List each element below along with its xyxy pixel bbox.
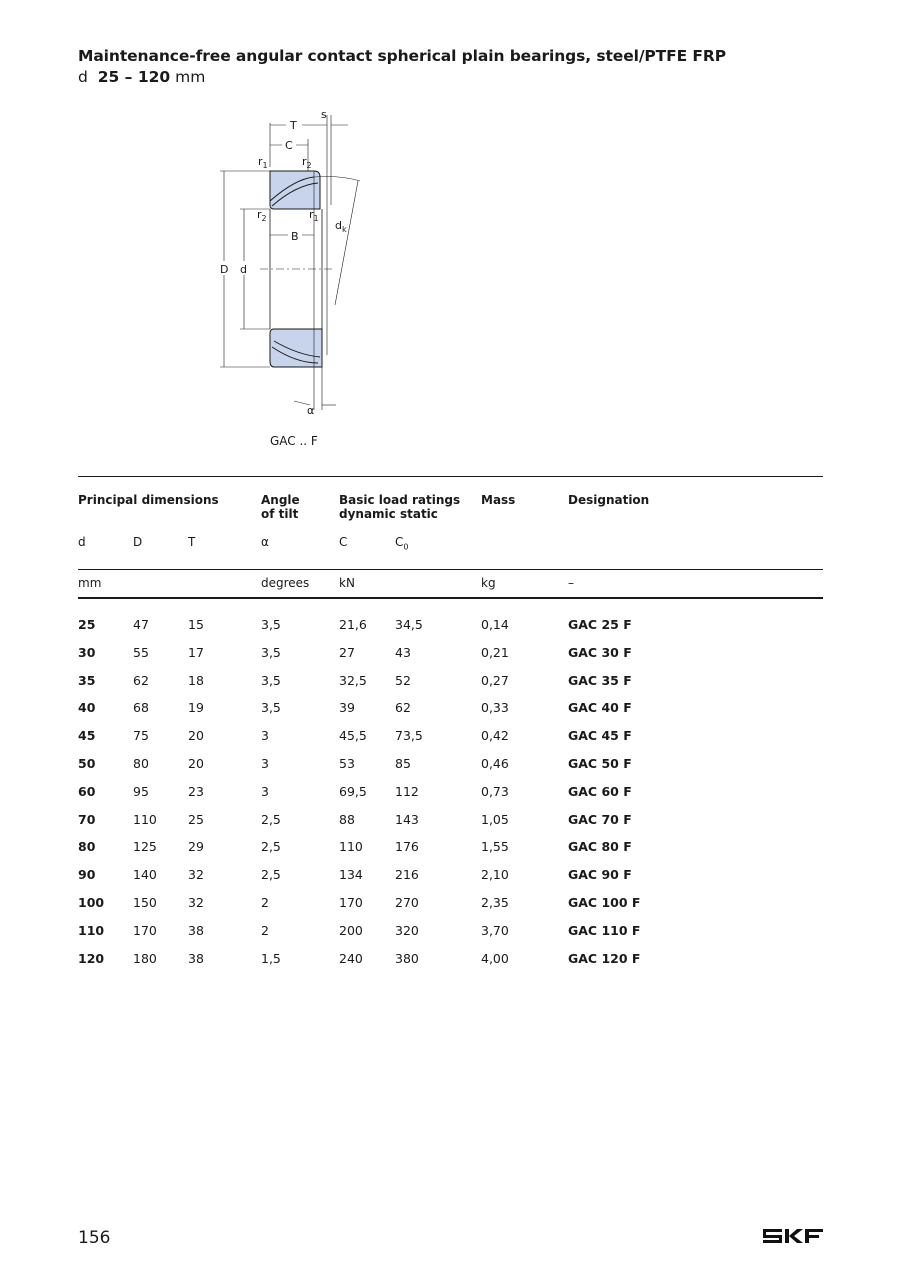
cell-C: 110: [339, 839, 363, 855]
table-row: [0, 784, 900, 804]
cell-mass: 3,70: [481, 922, 509, 938]
cell-C: 88: [339, 811, 355, 827]
cell-d: 100: [78, 895, 105, 910]
cell-mass: 0,73: [481, 783, 509, 799]
cell-D: 75: [133, 728, 149, 744]
label-r2-bottom: $r_2$: [257, 208, 267, 223]
table-row: [0, 951, 900, 971]
subtitle-range: 25 – 120: [97, 68, 171, 86]
header-angle-of-tilt: Angle of tilt: [261, 493, 300, 521]
cell-alpha: 2: [261, 895, 269, 910]
cell-C0: 43: [395, 644, 411, 660]
cell-alpha: 2,5: [261, 811, 281, 827]
cell-D: 68: [133, 700, 149, 716]
cell-C0: 34,5: [395, 617, 423, 632]
cell-d: 110: [78, 922, 105, 938]
cell-T: 38: [188, 922, 204, 938]
header-mass: Mass: [481, 493, 516, 507]
cell-C: 69,5: [339, 783, 367, 799]
cell-alpha: 2,5: [261, 867, 281, 883]
table-row: [0, 700, 900, 720]
table-row: [0, 895, 900, 915]
cell-C: 200: [339, 922, 363, 938]
cell-d: 90: [78, 867, 96, 883]
cell-C0: 270: [395, 895, 419, 910]
label-dk: $d_k$: [335, 219, 347, 234]
table-row: [0, 839, 900, 859]
cell-T: 23: [188, 783, 204, 799]
cell-d: 50: [78, 756, 96, 771]
cell-designation: GAC 40 F: [568, 700, 632, 716]
cell-C: 53: [339, 756, 355, 771]
cell-d: 80: [78, 839, 96, 855]
units-bottom-rule: [78, 597, 823, 599]
cell-T: 32: [188, 895, 204, 910]
subtitle-unit: mm: [175, 68, 206, 86]
cell-alpha: 3,5: [261, 700, 281, 716]
symbol-C0: $C_0$: [395, 535, 409, 552]
table-row: [0, 673, 900, 693]
cell-designation: GAC 35 F: [568, 672, 632, 688]
cell-d: 35: [78, 672, 96, 688]
table-row: [0, 728, 900, 748]
cell-alpha: 3: [261, 756, 269, 771]
cell-C0: 112: [395, 783, 419, 799]
cell-C: 32,5: [339, 672, 367, 688]
label-d: d: [240, 263, 247, 276]
cell-T: 18: [188, 672, 204, 688]
cell-designation: GAC 50 F: [568, 756, 632, 771]
cell-mass: 4,00: [481, 950, 509, 966]
symbol-T: T: [188, 535, 196, 549]
cell-T: 29: [188, 839, 204, 855]
label-B: B: [291, 230, 299, 243]
bearing-drawing: [210, 105, 380, 425]
cell-alpha: 3,5: [261, 617, 281, 632]
cell-designation: GAC 100 F: [568, 895, 641, 910]
cell-mass: 1,55: [481, 839, 509, 855]
cell-D: 47: [133, 617, 149, 632]
cell-mass: 0,42: [481, 728, 509, 744]
cell-d: 70: [78, 811, 96, 827]
cell-T: 32: [188, 867, 204, 883]
label-T: T: [290, 119, 297, 132]
page-subtitle: [78, 68, 205, 86]
table-row: [0, 812, 900, 832]
cell-C0: 380: [395, 950, 419, 966]
cell-designation: GAC 110 F: [568, 922, 641, 938]
symbol-C: C: [339, 535, 348, 549]
cell-T: 15: [188, 617, 204, 632]
cell-designation: GAC 70 F: [568, 811, 632, 827]
cell-C: 170: [339, 895, 363, 910]
cell-D: 170: [133, 922, 157, 938]
cell-C0: 52: [395, 672, 411, 688]
cell-D: 150: [133, 895, 157, 910]
cell-alpha: 1,5: [261, 950, 281, 966]
table-row: [0, 645, 900, 665]
cell-d: 60: [78, 783, 96, 799]
cell-d: 30: [78, 644, 96, 660]
units-top-rule: [78, 569, 823, 570]
cell-d: 45: [78, 728, 96, 744]
cell-C0: 73,5: [395, 728, 423, 744]
cell-mass: 2,10: [481, 867, 509, 883]
unit-kg: kg: [481, 576, 496, 590]
cell-D: 55: [133, 644, 149, 660]
label-r1-top: $r_1$: [258, 155, 268, 170]
cell-D: 110: [133, 811, 157, 827]
skf-logo: [762, 1227, 824, 1245]
table-top-rule: [78, 476, 823, 477]
page-number: 156: [78, 1228, 111, 1248]
cell-C: 21,6: [339, 617, 367, 632]
cell-D: 140: [133, 867, 157, 883]
cell-mass: 1,05: [481, 811, 509, 827]
cell-alpha: 2: [261, 922, 269, 938]
label-r2-top: $r_2$: [302, 155, 312, 170]
unit-kN: kN: [339, 576, 355, 590]
cell-C: 39: [339, 700, 355, 716]
cell-T: 38: [188, 950, 204, 966]
unit-mm: mm: [78, 576, 102, 590]
cell-d: 120: [78, 950, 105, 966]
cell-T: 19: [188, 700, 204, 716]
cell-mass: 0,33: [481, 700, 509, 716]
page-title: Maintenance-free angular contact spherical plain bearings, steel/PTFE FRP: [78, 47, 726, 65]
label-r1-bottom: $r_1$: [309, 208, 319, 223]
unit-degrees: degrees: [261, 576, 310, 590]
subtitle-prefix: d: [78, 68, 88, 86]
cell-mass: 2,35: [481, 895, 509, 910]
cell-T: 20: [188, 756, 204, 771]
cell-alpha: 3,5: [261, 672, 281, 688]
cell-C0: 176: [395, 839, 419, 855]
cell-C: 134: [339, 867, 363, 883]
cell-mass: 0,27: [481, 672, 509, 688]
label-D: D: [220, 263, 229, 276]
cell-d: 40: [78, 700, 96, 716]
cell-designation: GAC 30 F: [568, 644, 632, 660]
cell-designation: GAC 25 F: [568, 617, 632, 632]
cell-mass: 0,21: [481, 644, 509, 660]
label-s: s: [321, 108, 327, 121]
header-designation: Designation: [568, 493, 650, 507]
cell-C0: 216: [395, 867, 419, 883]
cell-designation: GAC 80 F: [568, 839, 632, 855]
cell-mass: 0,46: [481, 756, 509, 771]
label-C: C: [285, 139, 293, 152]
header-principal-dimensions: Principal dimensions: [78, 493, 219, 507]
cell-D: 80: [133, 756, 149, 771]
symbol-alpha: α: [261, 535, 269, 549]
cell-C0: 62: [395, 700, 411, 716]
table-row: [0, 617, 900, 637]
cell-C0: 143: [395, 811, 419, 827]
cell-alpha: 3,5: [261, 644, 281, 660]
symbol-D: D: [133, 535, 143, 549]
table-row: [0, 867, 900, 887]
cell-D: 62: [133, 672, 149, 688]
cell-T: 25: [188, 811, 204, 827]
header-basic-load-ratings: Basic load ratings dynamic static: [339, 493, 461, 521]
cell-alpha: 3: [261, 728, 269, 744]
cell-designation: GAC 60 F: [568, 783, 632, 799]
cell-T: 17: [188, 644, 204, 660]
cell-D: 180: [133, 950, 157, 966]
symbol-d: d: [78, 535, 86, 549]
cell-designation: GAC 90 F: [568, 867, 632, 883]
label-alpha: α: [307, 404, 315, 417]
cell-alpha: 3: [261, 783, 269, 799]
cell-d: 25: [78, 617, 96, 632]
unit-designation: –: [568, 576, 574, 590]
cell-mass: 0,14: [481, 617, 509, 632]
cell-C: 240: [339, 950, 363, 966]
cell-C0: 85: [395, 756, 411, 771]
drawing-caption: GAC .. F: [270, 434, 318, 448]
cell-D: 95: [133, 783, 149, 799]
table-row: [0, 923, 900, 943]
cell-D: 125: [133, 839, 157, 855]
cell-alpha: 2,5: [261, 839, 281, 855]
cell-designation: GAC 45 F: [568, 728, 632, 744]
cell-C0: 320: [395, 922, 419, 938]
cell-designation: GAC 120 F: [568, 950, 641, 966]
cell-C: 27: [339, 644, 355, 660]
table-row: [0, 756, 900, 776]
cell-C: 45,5: [339, 728, 367, 744]
cell-T: 20: [188, 728, 204, 744]
